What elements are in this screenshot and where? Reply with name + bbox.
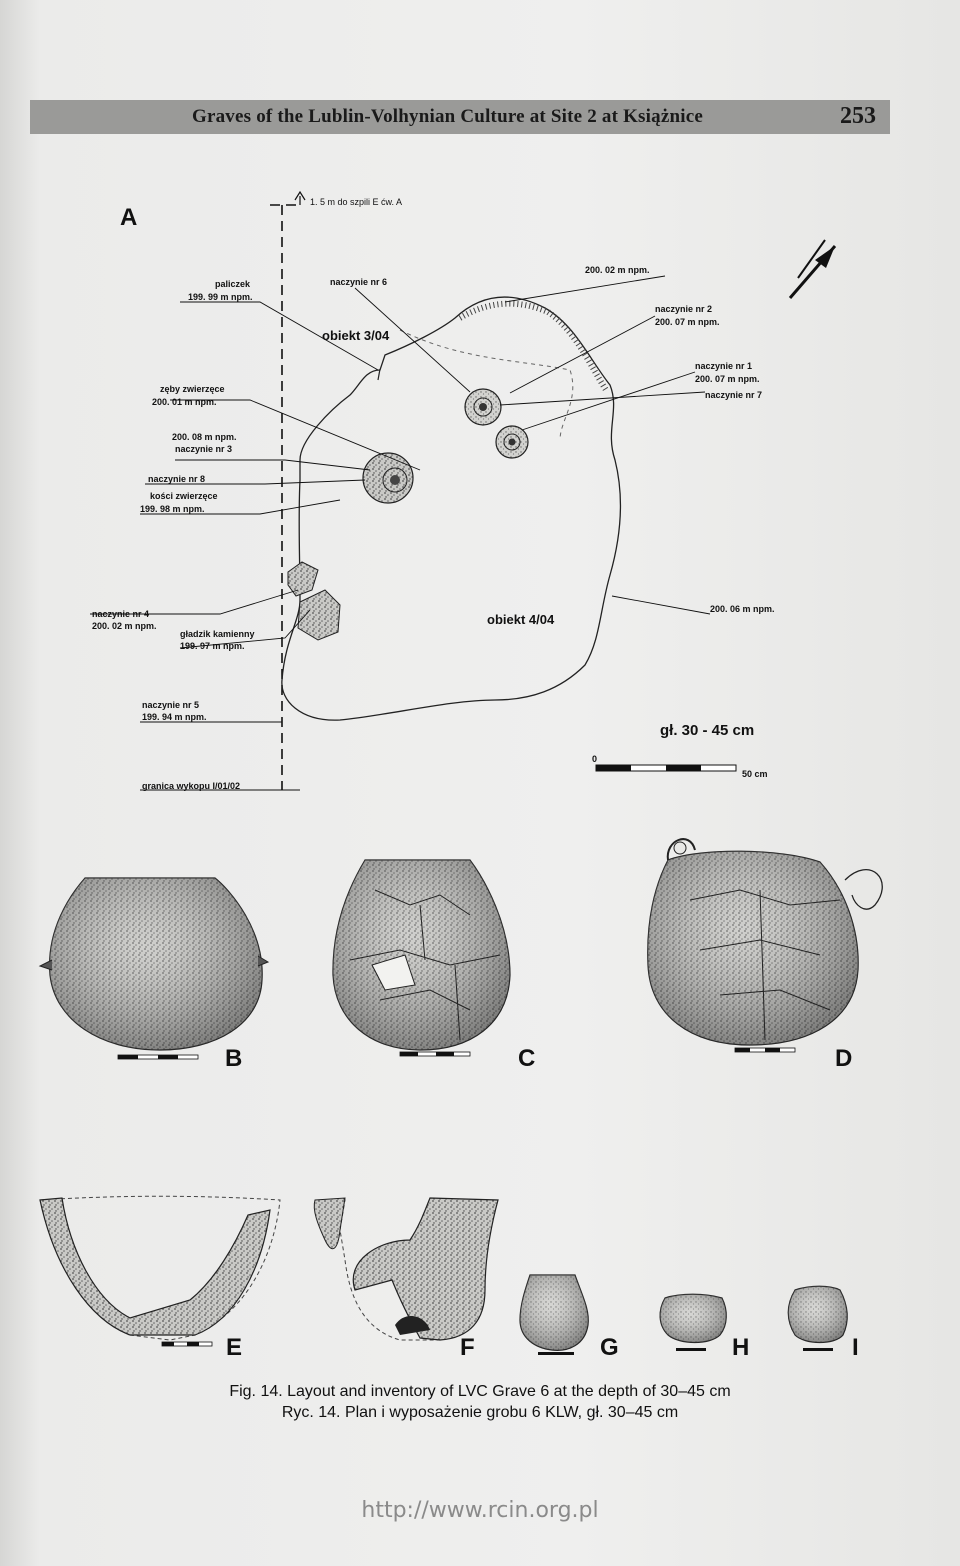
label-kosci-depth: 199. 98 m npm. — [140, 504, 205, 514]
label-depth-range: gł. 30 - 45 cm — [660, 722, 755, 739]
label-naczynie-3-depth: 200. 08 m npm. — [172, 432, 237, 442]
panel-label-a: A — [120, 204, 138, 231]
reference-arrow-icon — [295, 192, 305, 205]
label-paliczek: paliczek — [215, 279, 251, 289]
plan-vessel-6 — [465, 389, 501, 425]
running-header-title: Graves of the Lublin-Volhynian Culture at Site 2 at Książnice — [192, 106, 703, 127]
label-obiekt-3: obiekt 3/04 — [322, 328, 390, 343]
label-naczynie-4-depth: 200. 02 m npm. — [92, 621, 157, 631]
label-naczynie-1-depth: 200. 07 m npm. — [695, 374, 760, 384]
plan-vessel-3 — [363, 453, 413, 503]
vessel-label-f: F — [460, 1334, 475, 1361]
label-paliczek-depth: 199. 99 m npm. — [188, 292, 253, 302]
vessel-f-drawing — [314, 1198, 498, 1340]
vessel-c-drawing — [333, 860, 510, 1056]
label-naczynie-8: naczynie nr 8 — [148, 474, 206, 484]
scale-zero-label: 0 — [592, 754, 598, 764]
label-kosci: kości zwierzęce — [150, 491, 218, 501]
label-naczynie-4: naczynie nr 4 — [92, 609, 150, 619]
vessel-label-d: D — [835, 1045, 853, 1072]
vessel-label-h: H — [732, 1334, 750, 1361]
page-number: 253 — [840, 103, 876, 129]
label-naczynie-2: naczynie nr 2 — [655, 304, 713, 314]
vessel-b-drawing — [40, 878, 268, 1059]
caption-polish: Ryc. 14. Plan i wyposażenie grobu 6 KLW, gł. 30–45 cm — [281, 1404, 679, 1421]
label-depth-200-06: 200. 06 m npm. — [710, 604, 775, 614]
label-naczynie-5: naczynie nr 5 — [142, 700, 200, 710]
scale-end-label: 50 cm — [742, 769, 768, 779]
label-zeby-depth: 200. 01 m npm. — [152, 397, 217, 407]
grave-outline — [282, 297, 621, 720]
vessel-label-i: I — [852, 1334, 859, 1361]
caption-english: Fig. 14. Layout and inventory of LVC Grave 6 at the depth of 30–45 cm — [229, 1383, 731, 1400]
label-naczynie-7: naczynie nr 7 — [705, 390, 763, 400]
vessel-h-drawing — [660, 1294, 726, 1351]
label-gladzik: gładzik kamienny — [180, 629, 255, 639]
vessel-label-e: E — [226, 1334, 243, 1361]
plan-vessel-1 — [496, 426, 528, 458]
vessel-label-b: B — [225, 1045, 243, 1072]
vessel-label-g: G — [600, 1334, 619, 1361]
vessel-g-drawing — [520, 1275, 588, 1355]
label-granica: granica wykopu I/01/02 — [142, 781, 241, 791]
plan-vessel-4-fragments — [288, 562, 340, 640]
vessel-label-c: C — [518, 1045, 536, 1072]
label-gladzik-depth: 199. 97 m npm. — [180, 641, 245, 651]
label-naczynie-2-depth: 200. 07 m npm. — [655, 317, 720, 327]
north-arrow-icon — [790, 240, 835, 298]
reference-label: 1. 5 m do szpili E ćw. A — [310, 197, 403, 207]
plan-scale-bar — [596, 765, 736, 771]
label-naczynie-3: naczynie nr 3 — [175, 444, 233, 454]
label-zeby: zęby zwierzęce — [160, 384, 225, 394]
label-depth-200-02: 200. 02 m npm. — [585, 265, 650, 275]
vessel-d-drawing — [648, 839, 883, 1052]
label-obiekt-4: obiekt 4/04 — [487, 612, 555, 627]
vessel-i-drawing — [788, 1286, 847, 1351]
trench-boundary-line — [270, 205, 300, 790]
label-naczynie-6: naczynie nr 6 — [330, 277, 388, 287]
watermark-url: http://www.rcin.org.pl — [361, 1498, 599, 1523]
label-naczynie-1: naczynie nr 1 — [695, 361, 753, 371]
label-naczynie-5-depth: 199. 94 m npm. — [142, 712, 207, 722]
vessel-e-drawing — [40, 1196, 280, 1346]
